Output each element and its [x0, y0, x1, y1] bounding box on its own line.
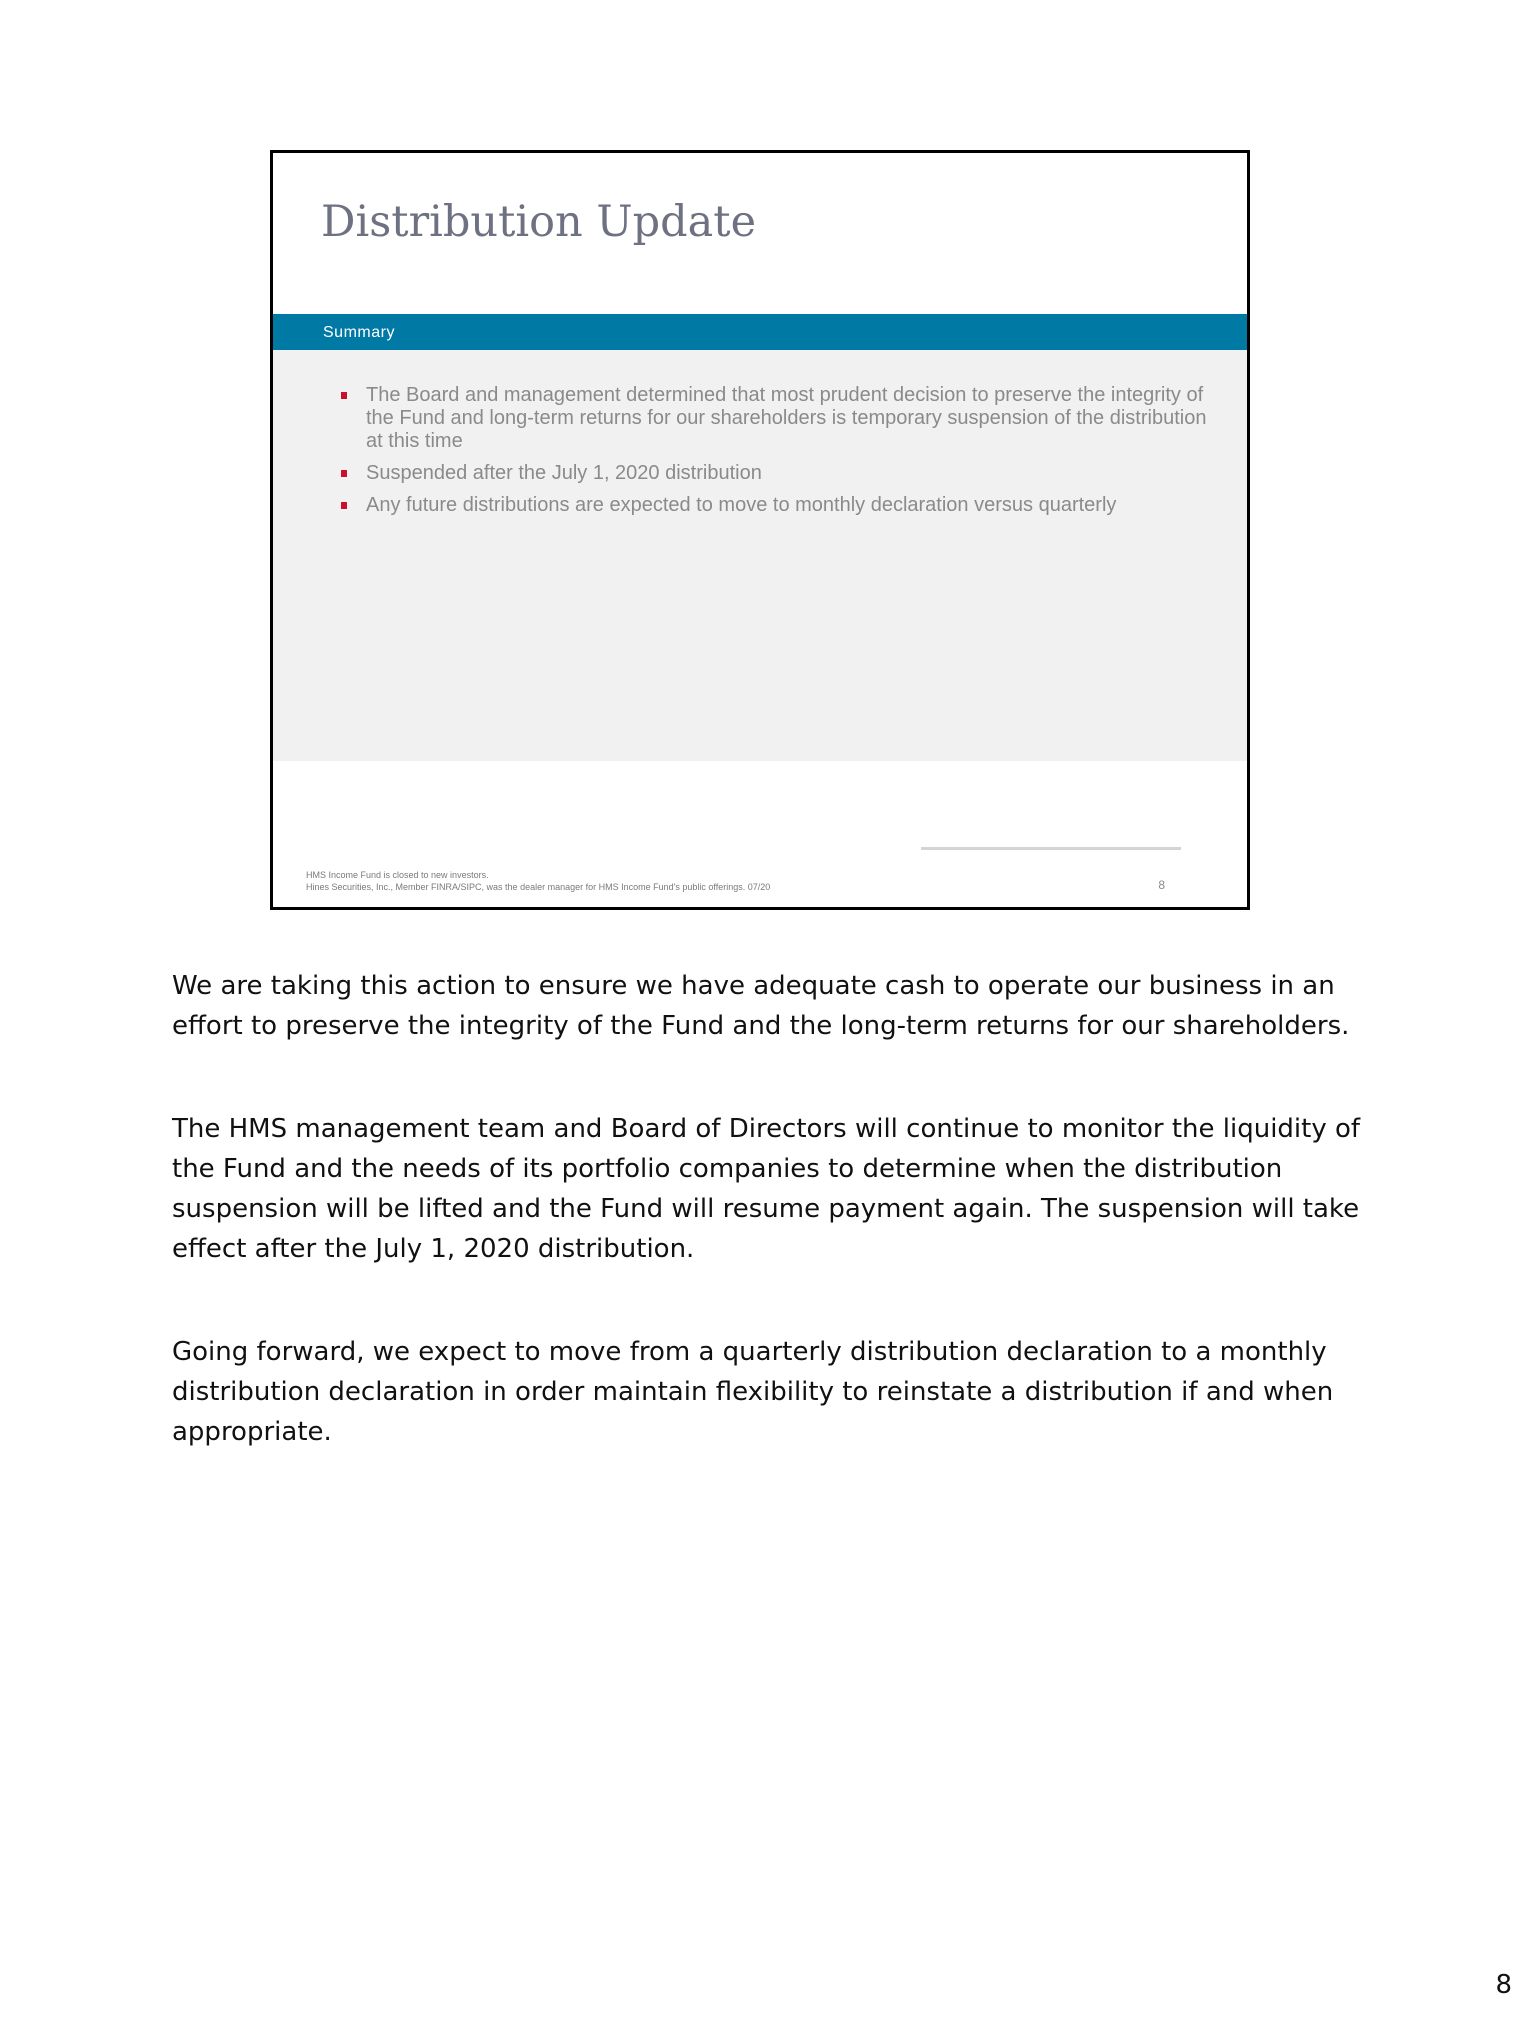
speaker-notes — [172, 966, 1362, 1515]
section-label: Summary — [323, 324, 395, 341]
footer-disclaimer-line: Hines Securities, Inc., Member FINRA/SIPC, was the dealer manager for HMS Income Fund's public offerings. 07/20 — [306, 882, 771, 892]
slide-thumbnail — [270, 150, 1250, 910]
bullet-item — [341, 384, 1221, 453]
notes-paragraph: Going forward, we expect to move from a quarterly distribution declaration to a monthly distribution declaration in order maintain flexibility to reinstate a distribution if and when appropriate. — [172, 1337, 1334, 1447]
bullet-item — [341, 462, 1221, 485]
slide-title: Distribution Update — [321, 197, 757, 247]
notes-paragraph: The HMS management team and Board of Directors will continue to monitor the liquidity of the Fund and the needs of its portfolio companies to determine when the distribution suspension will be lifted and the Fund will resume payment again. The suspension will take effect after the July 1, 2020 distribution. — [172, 1114, 1361, 1264]
slide-divider-line — [921, 847, 1181, 850]
page-number: 8 — [1495, 1970, 1512, 2000]
bullet-text: The Board and management determined that most prudent decision to preserve the integrity of the Fund and long-term returns for our shareholders is temporary suspension of the distribution at this time — [366, 384, 1207, 452]
section-header-bar — [273, 314, 1247, 350]
bullet-text: Any future distributions are expected to move to monthly declaration versus quarterly — [366, 494, 1117, 516]
bullet-text: Suspended after the July 1, 2020 distribution — [366, 462, 762, 484]
bullet-list — [341, 384, 1221, 526]
square-bullet-icon — [341, 470, 347, 477]
slide-footer — [306, 869, 770, 893]
bullet-item — [341, 494, 1221, 517]
notes-paragraph: We are taking this action to ensure we have adequate cash to operate our business in an effort to preserve the integrity of the Fund and the long-term returns for our shareholders. — [172, 971, 1350, 1041]
slide-page-number: 8 — [1158, 878, 1165, 892]
square-bullet-icon — [341, 392, 347, 399]
square-bullet-icon — [341, 502, 347, 509]
footer-disclaimer-line: HMS Income Fund is closed to new investors. — [306, 870, 489, 880]
slide-content-panel — [273, 350, 1247, 761]
